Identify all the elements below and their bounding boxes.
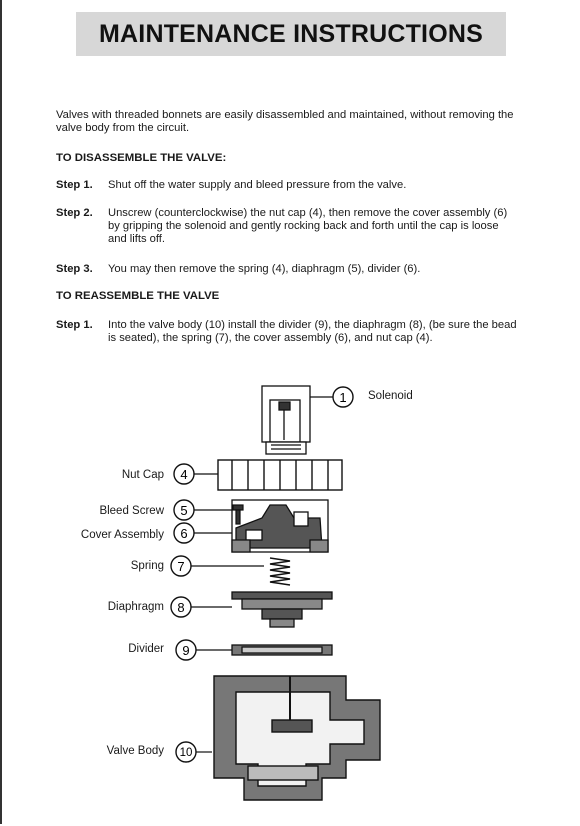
label-valve-body: Valve Body <box>106 745 164 757</box>
step-label: Step 3. <box>56 263 93 275</box>
callout-number: 8 <box>177 600 185 615</box>
nut-cap-part <box>218 460 342 490</box>
callout-6 <box>174 523 232 543</box>
callout-number: 6 <box>180 526 188 541</box>
callout-number: 9 <box>182 643 190 658</box>
callout-8 <box>171 597 232 617</box>
label-solenoid: Solenoid <box>368 390 413 402</box>
callout-4 <box>174 464 218 484</box>
callout-7 <box>171 556 264 576</box>
solenoid-part <box>262 386 310 454</box>
step-label: Step 1. <box>56 319 93 331</box>
callout-9 <box>176 640 232 660</box>
diaphragm-part <box>232 592 332 627</box>
callout-10 <box>176 742 212 762</box>
callout-number: 4 <box>180 467 188 482</box>
callout-number: 7 <box>177 559 185 574</box>
cover-assembly-part <box>232 500 328 552</box>
label-cover-assembly: Cover Assembly <box>80 529 164 541</box>
step-text: Unscrew (counterclockwise) the nut cap (4), then remove the cover assembly (6) by gripping the solenoid and gently rocking back and forth until the cap is loose and lifts off. <box>108 207 508 245</box>
page-title: MAINTENANCE INSTRUCTIONS <box>99 19 483 48</box>
label-spring: Spring <box>130 560 164 572</box>
step-text: Shut off the water supply and bleed pressure from the valve. <box>108 179 407 191</box>
divider-part <box>232 645 332 655</box>
disassemble-heading: TO DISASSEMBLE THE VALVE: <box>56 152 227 164</box>
callout-number: 1 <box>339 390 347 405</box>
callout-number: 10 <box>179 747 193 759</box>
callout-number: 5 <box>180 503 188 518</box>
step-label: Step 1. <box>56 179 93 191</box>
callout-5 <box>174 500 232 520</box>
label-divider: Divider <box>128 643 164 655</box>
valve-body-part <box>214 676 380 800</box>
callout-1 <box>310 387 353 407</box>
label-diaphragm: Diaphragm <box>107 601 164 613</box>
reassemble-heading: TO REASSEMBLE THE VALVE <box>56 290 220 302</box>
step-label: Step 2. <box>56 207 93 219</box>
intro-paragraph: Valves with threaded bonnets are easily disassembled and maintained, without removing the valve body from the circuit. <box>56 109 514 134</box>
label-nut-cap: Nut Cap <box>121 469 164 481</box>
step-text: Into the valve body (10) install the divider (9), the diaphragm (8), (be sure the bead is seated), the spring (7), the cover assembly (6), and nut cap (4). <box>108 319 517 344</box>
spring-part <box>270 558 290 585</box>
label-bleed-screw: Bleed Screw <box>99 505 164 517</box>
step-text: You may then remove the spring (4), diaphragm (5), divider (6). <box>108 263 421 275</box>
